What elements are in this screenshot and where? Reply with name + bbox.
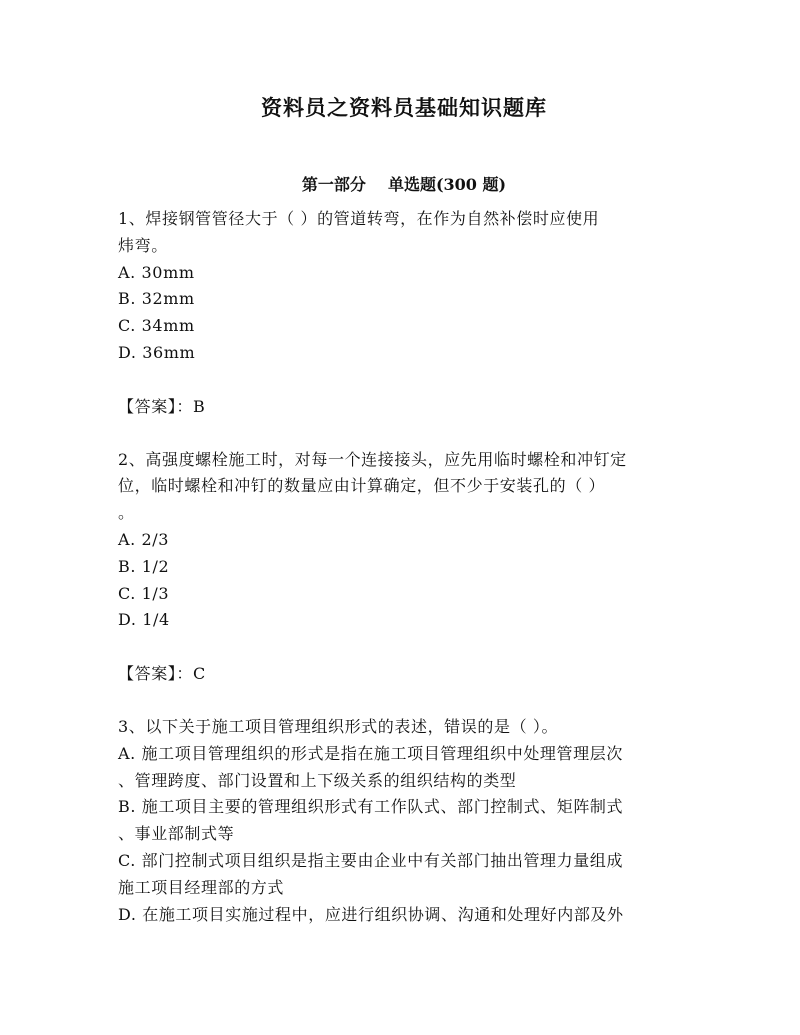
question-3-option-b-line-2: 、事业部制式等 (118, 824, 235, 844)
question-3-option-c-line-1: C. 部门控制式项目组织是指主要由企业中有关部门抽出管理力量组成 (118, 850, 624, 870)
question-1-option-c: C. 34mm (118, 316, 195, 336)
section-name: 单选题(300 题) (387, 175, 507, 194)
question-2-option-d: D. 1/4 (118, 610, 170, 630)
section-heading (118, 172, 690, 198)
section-label: 第一部分 (301, 175, 366, 194)
question-1-stem-line-1: 1、焊接钢管管径大于（ ）的管道转弯，在作为自然补偿时应使用 (118, 209, 600, 228)
question-2-answer: 【答案】：C (118, 664, 206, 684)
question-1-option-a: A. 30mm (118, 262, 195, 282)
question-3-option-c-line-2: 施工项目经理部的方式 (118, 877, 285, 897)
question-2-stem-line-2: 位，临时螺栓和冲钉的数量应由计算确定，但不少于安装孔的（ ） (118, 476, 606, 496)
question-3 (118, 714, 690, 928)
question-2-stem-line-3: 。 (118, 503, 135, 523)
question-1-option-d: D. 36mm (118, 342, 196, 362)
question-1 (118, 206, 690, 421)
question-2-stem-line-1: 2、高强度螺栓施工时，对每一个连接接头，应先用临时螺栓和冲钉定 (118, 449, 627, 469)
document-title: 资料员之资料员基础知识题库 (261, 95, 547, 120)
question-1-option-b: B. 32mm (118, 289, 195, 309)
question-3-option-a-line-1: A. 施工项目管理组织的形式是指在施工项目管理组织中处理管理层次 (118, 743, 623, 763)
question-3-option-a-line-2: 、管理跨度、部门设置和上下级关系的组织结构的类型 (118, 770, 517, 790)
question-2-option-a: A. 2/3 (118, 529, 170, 549)
question-3-option-d-line-1: D. 在施工项目实施过程中，应进行组织协调、沟通和处理好内部及外 (118, 904, 624, 924)
question-3-stem-line-1: 3、以下关于施工项目管理组织形式的表述，错误的是（ ）。 (118, 716, 559, 736)
question-2-option-c: C. 1/3 (118, 583, 170, 603)
question-2 (118, 447, 690, 688)
question-1-stem-line-2: 炜弯。 (118, 235, 168, 255)
question-2-option-b: B. 1/2 (118, 556, 170, 576)
question-3-option-b-line-1: B. 施工项目主要的管理组织形式有工作队式、部门控制式、矩阵制式 (118, 797, 624, 817)
question-1-answer: 【答案】：B (118, 396, 206, 416)
